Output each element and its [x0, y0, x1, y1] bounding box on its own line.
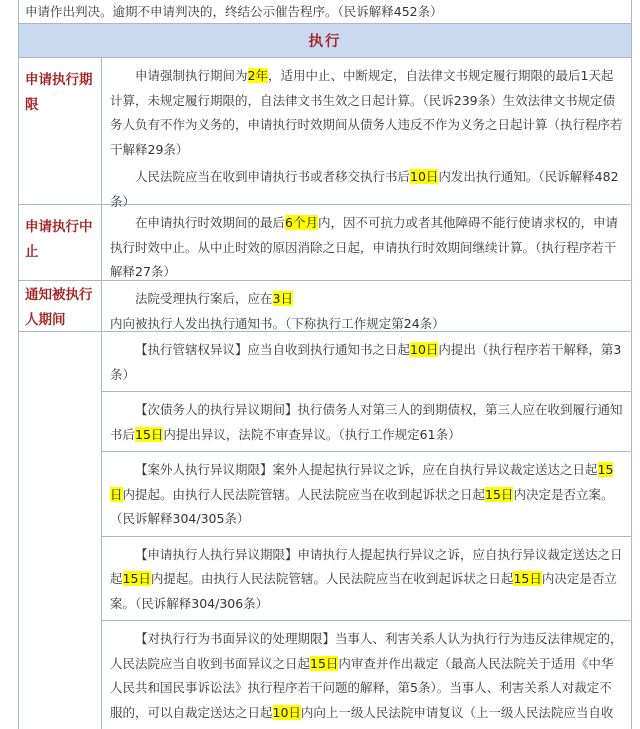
list-item: 【执行管辖权异议】应当自收到执行通知书之日起10日内提出（执行程序若干解释，第3条） — [102, 332, 631, 392]
row-content — [102, 205, 631, 280]
highlight: 15日 — [310, 655, 339, 671]
table-row — [19, 205, 631, 281]
section-header — [19, 24, 631, 58]
row-content — [102, 58, 631, 209]
row-label: 申请执行期限 — [19, 58, 102, 204]
highlight: 10日 — [410, 169, 439, 184]
table-row-group — [19, 332, 631, 729]
top-row-text: 申请作出判决。逾期不申请判决的，终结公示催告程序。（民诉解释452条） — [25, 4, 443, 19]
highlight: 15日 — [513, 571, 542, 586]
highlight: 3日 — [272, 291, 293, 306]
paragraph: 法院受理执行案后，应在3日内向被执行人发出执行通知书。（下称执行工作规定第24条） — [110, 291, 445, 331]
row-label: 申请执行中止 — [19, 205, 102, 280]
list-item: 【申请执行人执行异议期限】申请执行人提起执行异议之诉，应自执行异议裁定送达之日起15日内提起。由执行人民法院管辖。人民法院应当在收到起诉状之日起15日内决定是否立案。（民诉解释304/306条） — [102, 537, 631, 622]
list-item: 【对执行行为书面异议的处理期限】当事人、利害关系人认为执行行为违反法律规定的，人民法院应当自收到书面异议之日起15日内审查并作出裁定（最高人民法院关于适用《中华人民共和国民事诉讼法》执行程序若干问题的解释，第5条）。当事人、利害关系人对裁定不服的，可以自裁定送达之日起10日内向上一级人民法院申请复议（上一级人民法院应当自收 — [110, 631, 623, 720]
paragraph: 申请强制执行期间为2年，适用中止、中断规定，自法律文书规定履行期限的最后1天起计算，未规定履行期限的，自法律文书生效之日起计算。（民诉239条）生效法律文书规定债务人负有不作为义务的，申请执行时效期间从债务人违反不作为义务之日起计算（执行程序若干解释29条） — [110, 68, 623, 157]
highlight: 15日 — [122, 571, 151, 586]
list-item: 【案外人执行异议期限】案外人提起执行异议之诉，应在自执行异议裁定送达之日起15日内提起。由执行人民法院管辖。人民法院应当在收到起诉状之日起15日内决定是否立案。（民诉解释304/305条） — [102, 452, 631, 537]
top-row — [19, 0, 631, 24]
row-content-group — [102, 332, 631, 729]
row-label-empty — [19, 332, 102, 729]
legal-periods-table — [18, 0, 632, 729]
row-label: 通知被执行人期间 — [19, 281, 102, 331]
highlight: 15日 — [135, 426, 164, 442]
table-row — [19, 58, 631, 209]
highlight: 10日 — [272, 704, 301, 720]
paragraph: 在申请执行时效期间的最后6个月内，因不可抗力或者其他障碍不能行使请求权的，申请执行时效中止。从中止时效的原因消除之日起，申请执行时效期间继续计算。（执行程序若干解释27条） — [110, 215, 618, 279]
highlight: 15日 — [485, 486, 514, 502]
list-item: 【次债务人的执行异议期间】执行债务人对第三人的到期债权，第三人应在收到履行通知书后15日内提出异议，法院不审查异议。（执行工作规定61条） — [102, 392, 631, 452]
section-title: 执行 — [308, 34, 342, 50]
highlight: 10日 — [410, 342, 439, 357]
highlight: 6个月 — [285, 215, 318, 230]
paragraph: 人民法院应当在收到申请执行书或者移交执行书后10日内发出执行通知。（民诉解释482条） — [110, 169, 619, 209]
row-content — [102, 281, 631, 331]
highlight: 15日 — [110, 462, 614, 502]
table-row — [19, 281, 631, 332]
highlight: 2年 — [247, 68, 268, 83]
